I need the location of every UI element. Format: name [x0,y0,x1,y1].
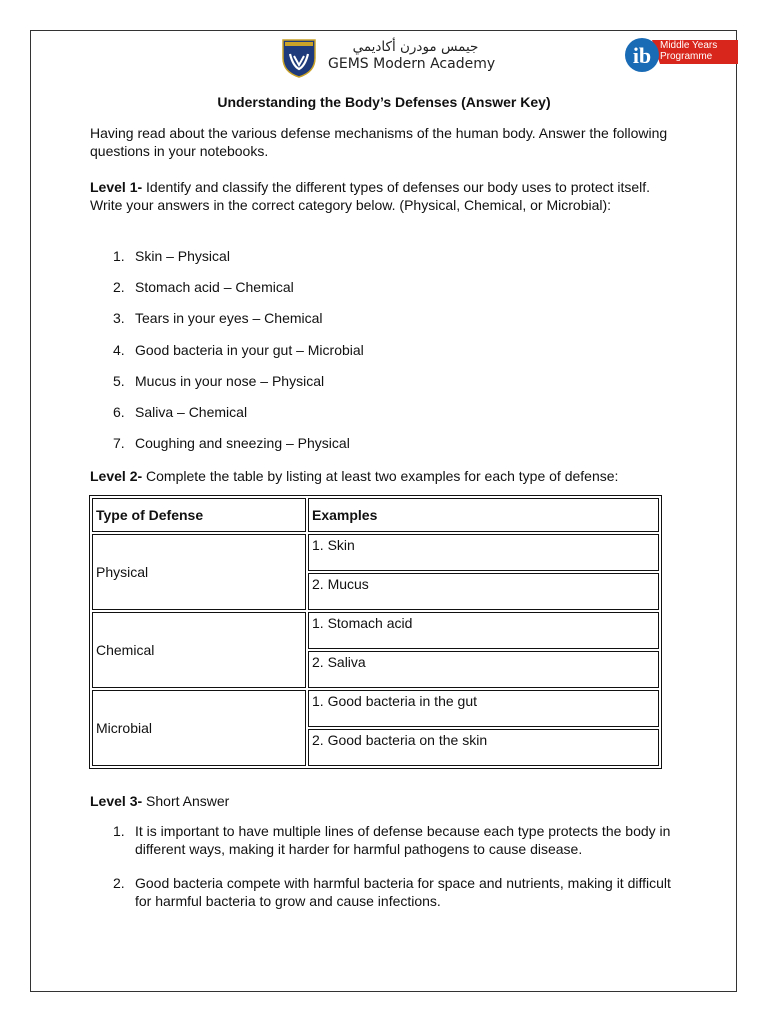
level2-label: Level 2- [90,468,143,484]
list-item-number: 2. [113,875,125,891]
list-item-text: Saliva – Chemical [135,404,248,420]
list-item [113,435,350,451]
table-cell-example: 1. Stomach acid [308,612,659,649]
table-header-type: Type of Defense [92,498,306,532]
level1-prompt: Identify and classify the different types of defenses our body uses to protect itself. Write your answers in the correct category below. (Physical, Chemical, or Microbial): [90,179,651,213]
table-cell-type: Physical [92,534,306,610]
table-header-row [92,498,659,532]
list-item-text: Coughing and sneezing – Physical [135,435,350,451]
list-item-number: 3. [113,310,125,326]
level1-paragraph [90,178,680,214]
list-item-number: 2. [113,279,125,295]
level1-label: Level 1- [90,179,143,195]
table-row [92,690,659,727]
level3-label: Level 3- [90,793,143,809]
list-item [113,248,230,264]
table-cell-example: 1. Good bacteria in the gut [308,690,659,727]
list-item [113,279,294,295]
list-item-text: Good bacteria in your gut – Microbial [135,342,364,358]
table-cell-type: Microbial [92,690,306,766]
document-title: Understanding the Body’s Defenses (Answer Key) [217,94,551,110]
svg-text:ib: ib [632,43,652,68]
table-header-examples: Examples [308,498,659,532]
ib-programme-label [660,40,717,62]
level2-paragraph [90,467,680,485]
table-cell-example: 1. Skin [308,534,659,571]
list-item-text: Good bacteria compete with harmful bacteria for space and nutrients, making it difficult for harmful bacteria to grow and cause infections. [135,875,671,909]
table-cell-example: 2. Good bacteria on the skin [308,729,659,766]
list-item-number: 1. [113,823,125,839]
intro-paragraph: Having read about the various defense mechanisms of the human body. Answer the following questions in your notebooks. [90,125,668,159]
table-row [92,612,659,649]
ib-label-line-2: Programme [660,51,713,62]
school-name-block [328,38,503,72]
list-item [113,404,247,420]
list-item-text: Tears in your eyes – Chemical [135,310,323,326]
table-cell-example: 2. Saliva [308,651,659,688]
school-shield-logo [281,38,317,78]
level3-paragraph [90,792,680,810]
defense-table [89,495,662,769]
list-item [113,310,323,326]
list-item-number: 5. [113,373,125,389]
list-item-number: 7. [113,435,125,451]
table-row [92,534,659,571]
ib-label-line-1: Middle Years [660,40,718,51]
school-name: GEMS Modern Academy [328,56,496,72]
list-item [113,373,324,389]
school-name-arabic: جيمس مودرن أكاديمي [352,39,479,55]
list-item [113,342,364,358]
list-item-text: Stomach acid – Chemical [135,279,294,295]
list-item-number: 6. [113,404,125,420]
list-item-number: 4. [113,342,125,358]
table-cell-example: 2. Mucus [308,573,659,610]
level3-prompt: Short Answer [142,793,230,809]
list-item-text: It is important to have multiple lines of defense because each type protects the body in different ways, making it harder for harmful pathogens to cause disease. [135,823,671,857]
list-item-number: 1. [113,248,125,264]
table-cell-type: Chemical [92,612,306,688]
level2-prompt: Complete the table by listing at least two examples for each type of defense: [142,468,619,484]
list-item-text: Mucus in your nose – Physical [135,373,325,389]
list-item-text: Skin – Physical [135,248,230,264]
